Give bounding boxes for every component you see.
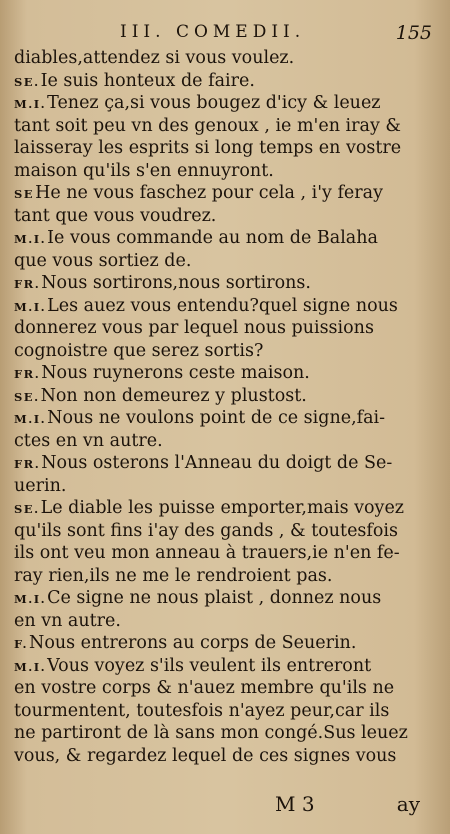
speaker-label: M.I. — [14, 659, 47, 674]
text-line — [14, 295, 440, 318]
text-line — [14, 610, 440, 633]
speaker-label: M.I. — [14, 412, 47, 426]
line-text: donnerez vous par lequel nous puissions — [14, 318, 374, 338]
speaker-label: M.I. — [14, 299, 47, 314]
speaker-label: SE. — [14, 74, 40, 89]
line-text: tant que vous voudrez. — [14, 205, 217, 226]
text-line — [14, 632, 440, 655]
text-line — [14, 385, 440, 408]
page-header — [10, 22, 440, 50]
line-text: Nous osterons l'Anneau du doigt de Se- — [41, 453, 393, 473]
line-text: Les auez vous entendu?quel signe nous — [47, 295, 398, 316]
text-line — [14, 47, 440, 70]
line-text: qu'ils sont fins i'ay des gands , & toutesfois — [14, 520, 399, 541]
catchword: ay — [396, 792, 420, 816]
text-line — [14, 115, 440, 138]
play-text — [14, 47, 440, 767]
line-text: vous, & regardez lequel de ces signes vous — [14, 745, 397, 766]
text-line — [14, 565, 440, 588]
text-line — [14, 137, 440, 160]
text-line — [14, 407, 440, 430]
line-text: en vn autre. — [14, 610, 121, 631]
line-text: Non non demeurez y plustost. — [40, 385, 307, 406]
line-text: Vous voyez s'ils veulent ils entreront — [47, 655, 372, 676]
speaker-label: M.I. — [14, 592, 47, 606]
text-line — [14, 677, 440, 700]
line-text: ils ont veu mon anneau à trauers,ie n'en fe- — [14, 543, 400, 563]
line-text: Le diable les puisse emporter,mais voyez — [40, 498, 405, 518]
speaker-label: FR. — [14, 367, 41, 381]
running-title: III. COMEDII. — [120, 22, 306, 42]
line-text: ray rien,ils ne me le rendroient pas. — [14, 565, 333, 586]
line-text: que vous sortiez de. — [14, 250, 192, 271]
speaker-label: FR. — [14, 457, 41, 471]
line-text: Ie suis honteux de faire. — [40, 70, 255, 91]
text-line — [14, 542, 440, 565]
text-line — [14, 340, 440, 363]
line-text: He ne vous faschez pour cela , i'y feray — [35, 183, 383, 203]
line-text: Nous ruynerons ceste maison. — [41, 363, 310, 383]
text-line — [14, 587, 440, 610]
text-line — [14, 92, 440, 115]
text-line — [14, 250, 440, 273]
line-text: ctes en vn autre. — [14, 430, 163, 451]
text-line — [14, 272, 440, 295]
line-text: ne partiront de là sans mon congé.Sus leuez — [14, 723, 408, 743]
text-line — [14, 520, 440, 543]
speaker-label: SE. — [14, 502, 40, 516]
text-line — [14, 160, 440, 183]
text-line — [14, 655, 440, 678]
line-text: cognoistre que serez sortis? — [14, 340, 264, 361]
text-line — [14, 227, 440, 250]
text-line — [14, 497, 440, 520]
speaker-label: SE. — [14, 389, 40, 404]
line-text: Nous sortirons,nous sortirons. — [41, 273, 311, 293]
speaker-label: SE — [14, 187, 35, 201]
text-line — [14, 317, 440, 340]
line-text: diables,attendez si vous voulez. — [14, 48, 295, 68]
line-text: Ce signe ne nous plaist , donnez nous — [47, 588, 382, 608]
line-text: Nous ne voulons point de ce signe,fai- — [47, 408, 386, 428]
speaker-label: FR. — [14, 277, 41, 291]
line-text: tant soit peu vn des genoux , ie m'en iray & — [14, 115, 401, 136]
line-text: uerin. — [14, 475, 67, 496]
text-line — [14, 475, 440, 498]
speaker-label: M.I. — [14, 97, 47, 111]
line-text: laisseray les esprits si long temps en vostre — [14, 138, 402, 158]
text-line — [14, 70, 440, 93]
text-line — [14, 700, 440, 723]
text-line — [14, 362, 440, 385]
line-text: maison qu'ils s'en ennuyront. — [14, 160, 274, 181]
line-text: Tenez ça,si vous bougez d'icy & leuez — [47, 93, 381, 113]
text-line — [14, 430, 440, 453]
line-text: Ie vous commande au nom de Balaha — [47, 228, 378, 248]
text-line — [14, 205, 440, 228]
line-text: Nous entrerons au corps de Seuerin. — [29, 633, 357, 653]
page-footer — [10, 792, 440, 822]
line-text: en vostre corps & n'auez membre qu'ils ne — [14, 678, 395, 698]
text-line — [14, 722, 440, 745]
line-text: tourmentent, toutesfois n'ayez peur,car ils — [14, 700, 390, 721]
speaker-label: F. — [14, 637, 29, 651]
page-number: 155 — [395, 22, 432, 44]
text-line — [14, 452, 440, 475]
text-line — [14, 745, 440, 768]
text-line — [14, 182, 440, 205]
speaker-label: M.I. — [14, 232, 47, 246]
signature-mark: M 3 — [275, 792, 315, 816]
